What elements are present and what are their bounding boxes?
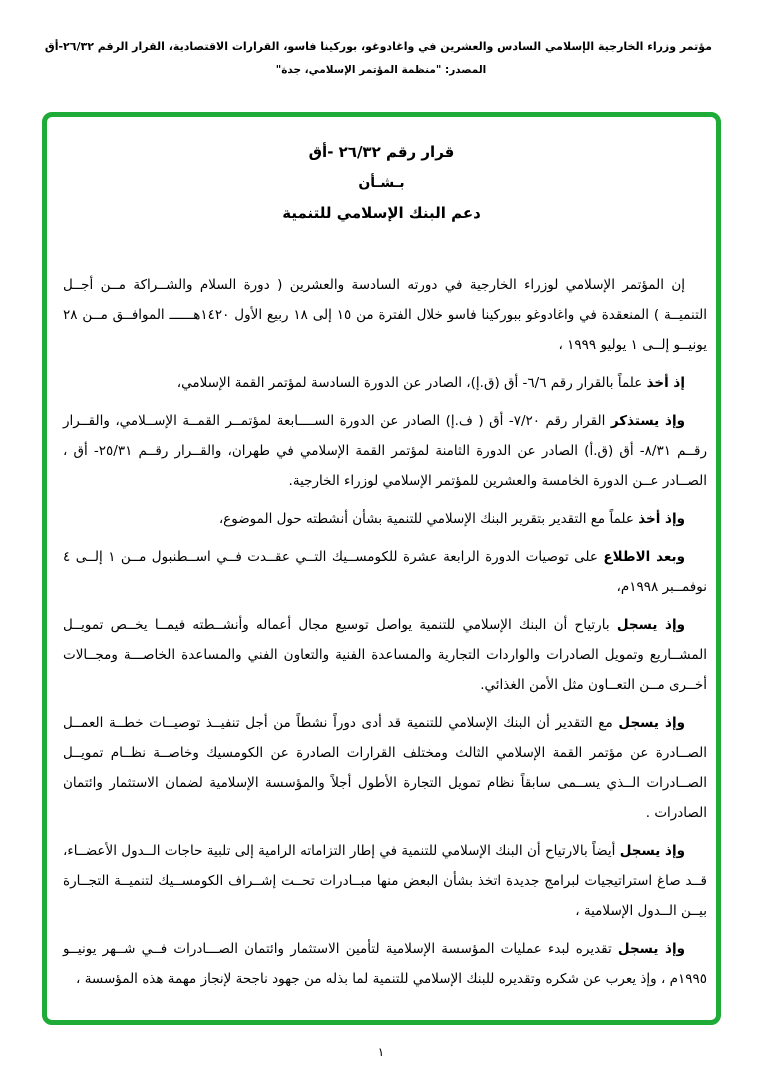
resolution-title-block <box>47 143 716 222</box>
resolution-regarding-line: بـشـأن <box>358 175 405 191</box>
paragraph-text: علماً بالقرار رقم ٦/٦- أق (ق.إ)، الصادر عن الدورة السادسة لمؤتمر القمة الإسلامي، <box>176 375 647 391</box>
resolution-paragraph <box>63 708 707 828</box>
resolution-green-frame <box>42 112 721 1025</box>
resolution-paragraph <box>63 406 707 496</box>
paragraph-text: تقديره لبدء عمليات المؤسسة الإسلامية لتأمين الاستثمار وائتمان الصـــادرات فــي شــهر يونيــو ١٩٩٥م ، وإذ يعرب عن شكره وتقديره للبنك الإسلامي للتنمية لما بذله من جهود ناجحة لإنجاز مهمة هذه المؤسسة ، <box>63 941 707 987</box>
resolution-number-line: قرار رقم ٢٦/٣٢ -أق <box>308 143 455 161</box>
resolution-paragraph <box>63 934 707 994</box>
paragraph-lead-in: إذ أخذ <box>646 375 685 391</box>
paragraph-lead-in: وإذ أخذ <box>638 511 685 527</box>
paragraph-lead-in: وإذ يسجل <box>619 843 685 859</box>
paragraph-lead-in: وإذ يستذكر <box>610 413 686 429</box>
resolution-paragraph <box>63 368 707 398</box>
resolution-paragraph <box>63 270 707 360</box>
paragraph-text: القرار رقم ٧/٢٠- أق ( ف.إ) الصادر عن الدورة الســــابعة لمؤتمــر القمــة الإســلامي، والقــرار رقــم ٨/٣١- أق (ق.أ) الصادر عن الدورة الثامنة لمؤتمر القمة الإسلامي في طهران، والقــرار رقــم ٢٥/٣١- أق ، الصــادر عــن الدورة الخامسة والعشرين للمؤتمر الإسلامي لوزراء الخارجية. <box>63 413 707 489</box>
paragraph-lead-in: وإذ يسجل <box>616 617 685 633</box>
resolution-body <box>47 270 716 994</box>
paragraph-lead-in: وإذ يسجل <box>617 941 686 957</box>
paragraph-text: إن المؤتمر الإسلامي لوزراء الخارجية في دورته السادسة والعشرين ( دورة السلام والشــراكة مــن أجــل التنميــة ) المنعقدة في واغادوغو ببوركينا فاسو خلال الفترة من ١٥ إلى ١٨ ربيع الأول ١٤٢٠هــــــ الموافــق مــن ٢٨ يونيــو إلــى ١ يوليو ١٩٩٩ ، <box>63 277 708 353</box>
resolution-subject-line: دعم البنك الإسلامي للتنمية <box>282 204 481 222</box>
paragraph-text: بارتياح أن البنك الإسلامي للتنمية يواصل توسيع مجال أعماله وأنشــطته فيمــا يخــص تمويــل المشــاريع وتمويل الصادرات والواردات التجارية والمساعدة الفنية والتعاون الفني والمساعدة الخاصـــة ومجــالات أخــرى مــن التعــاون مثل الأمن الغذائي. <box>63 617 707 693</box>
header-conference-line: مؤتمر وزراء الخارجية الإسلامي السادس والعشرين في واغادوغو، بوركينا فاسو، القرارات الاقتصادية، القرار الرقم ٢٦/٣٢-أق <box>44 40 712 53</box>
paragraph-lead-in: وإذ يسجل <box>618 715 685 731</box>
resolution-paragraph <box>63 542 707 602</box>
resolution-paragraph <box>63 836 707 926</box>
resolution-paragraph <box>63 504 707 534</box>
paragraph-lead-in: وبعد الاطلاع <box>603 549 685 565</box>
paragraph-text: علماً مع التقدير بتقرير البنك الإسلامي للتنمية بشأن أنشطته حول الموضوع، <box>218 511 639 527</box>
paragraph-text: على توصيات الدورة الرابعة عشرة للكومســيك التــي عقــدت فــي اســطنبول مــن ١ إلــى ٤ نوفمــبر ١٩٩٨م، <box>63 549 707 595</box>
paragraph-text: أيضاً بالارتياح أن البنك الإسلامي للتنمية في إطار التزاماته الرامية إلى تلبية حاجات الــدول الأعضــاء، قــد صاغ استراتيجيات لبرامج جديدة اتخذ بشأن البعض منها مبــادرات تحــت إشــراف الكومســيك لتنميــة التجــارة بيــن الــدول الإسلامية ، <box>63 843 707 919</box>
header-source-line: المصدر: "منظمة المؤتمر الإسلامي، جدة" <box>275 64 487 76</box>
resolution-paragraph <box>63 610 707 700</box>
paragraph-text: مع التقدير أن البنك الإسلامي للتنمية قد أدى دوراً نشطاً من أجل تنفيــذ توصيــات خطــة العمــل الصــادرة عن مؤتمر القمة الإسلامي الثالث ومختلف القرارات الصادرة عن الكومسيك وخاصــة نظــام تمويــل الصــادرات الــذي يســمى سابقاً نظام تمويل التجارة الأطول أجلاً والمؤسسة الإسلامية لضمان الاستثمار وائتمان الصادرات . <box>63 715 707 821</box>
page-number: ١ <box>377 1045 385 1059</box>
